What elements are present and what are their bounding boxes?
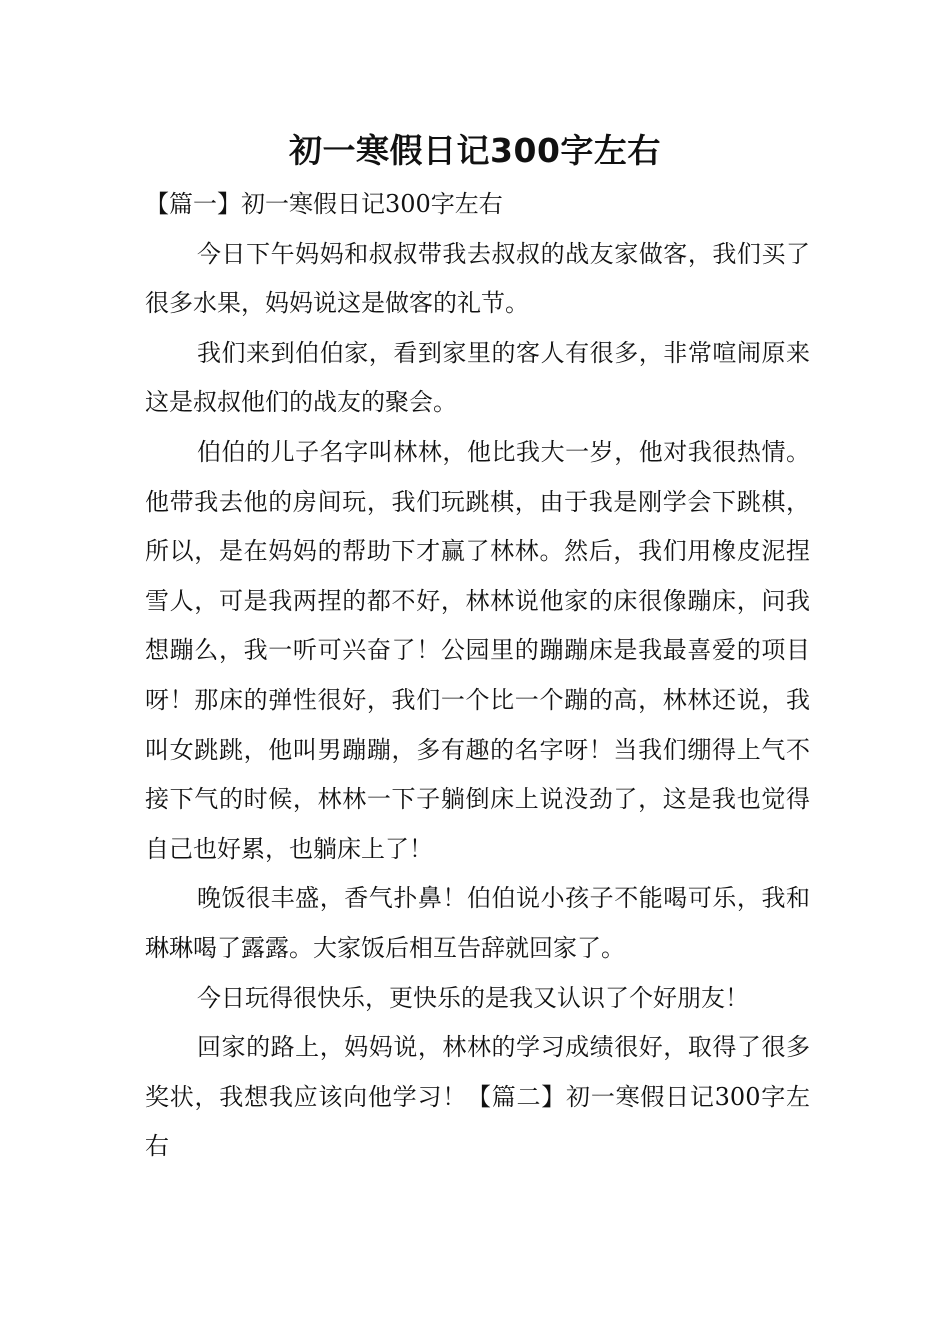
paragraph: 伯伯的儿子名字叫林林，他比我大一岁，他对我很热情。他带我去他的房间玩，我们玩跳棋，由于我是刚学会下跳棋，所以，是在妈妈的帮助下才赢了林林。然后，我们用橡皮泥捏雪人，可是我两捏的都不好，林林说他家的床很像蹦床，问我想蹦么，我一听可兴奋了！公园里的蹦蹦床是我最喜爱的项目呀！那床的弹性很好，我们一个比一个蹦的高，林林还说，我叫女跳跳，他叫男蹦蹦，多有趣的名字呀！当我们绷得上气不接下气的时候，林林一下子躺倒床上说没劲了，这是我也觉得自己也好累，也躺床上了！	[145, 437, 810, 863]
document-title: 初一寒假日记300字左右	[289, 131, 661, 170]
document-body	[145, 180, 810, 1172]
paragraph-text: 回家的路上，妈妈说，林林的学习成绩很好，取得了很多奖状，我想我应该向他学习！	[145, 1033, 810, 1111]
section-heading: 【篇一】初一寒假日记300字左右	[145, 190, 503, 218]
paragraph: 今日玩得很快乐，更快乐的是我又认识了个好朋友！	[197, 983, 749, 1012]
paragraph: 我们来到伯伯家，看到家里的客人有很多，非常喧闹原来这是叔叔他们的战友的聚会。	[145, 338, 810, 417]
paragraph: 晚饭很丰盛，香气扑鼻！伯伯说小孩子不能喝可乐，我和琳琳喝了露露。大家饭后相互告辞就回家了。	[145, 884, 810, 962]
paragraph: 今日下午妈妈和叔叔带我去叔叔的战友家做客，我们买了很多水果，妈妈说这是做客的礼节。	[145, 239, 810, 318]
next-section-heading: 【篇二】初一寒假日记300字左右	[145, 1082, 811, 1161]
paragraph-with-next-heading	[145, 1023, 810, 1172]
